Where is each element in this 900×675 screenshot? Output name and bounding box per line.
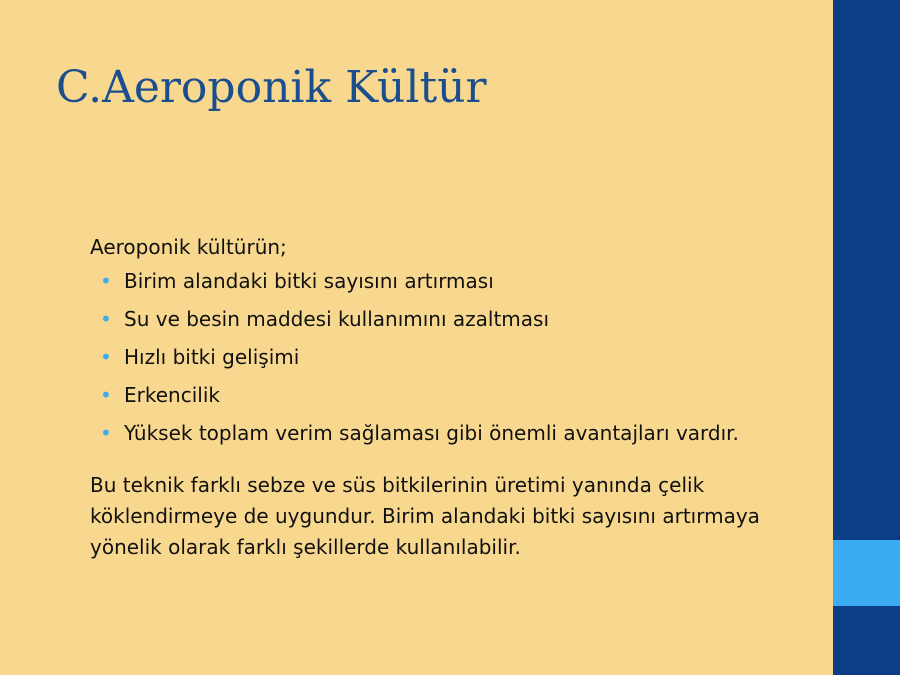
list-item xyxy=(90,262,810,300)
bullet-icon: • xyxy=(100,307,112,331)
side-accent-decoration xyxy=(833,540,900,606)
body-paragraph: Bu teknik farklı sebze ve süs bitkilerinin üretimi yanında çelik köklendirmeye de uygundur. Birim alandaki bitki sayısını artırmaya yönelik olarak farklı şekillerde kullanılabilir. xyxy=(90,473,760,559)
bullet-icon: • xyxy=(100,383,112,407)
bullet-icon: • xyxy=(100,269,112,293)
slide-content xyxy=(90,232,810,563)
list-item-text: Hızlı bitki gelişimi xyxy=(124,345,300,369)
list-item xyxy=(90,414,810,452)
slide-title: C.Aeroponik Kültür xyxy=(56,62,487,113)
bullet-list xyxy=(90,262,810,452)
list-item-text: Erkencilik xyxy=(124,383,220,407)
bullet-icon: • xyxy=(100,345,112,369)
list-item-text: Birim alandaki bitki sayısını artırması xyxy=(124,269,494,293)
list-item xyxy=(90,300,810,338)
bullet-icon: • xyxy=(100,421,112,445)
list-item-text: Yüksek toplam verim sağlaması gibi önemli avantajları vardır. xyxy=(124,421,739,445)
intro-text: Aeroponik kültürün; xyxy=(90,235,287,259)
list-item xyxy=(90,376,810,414)
list-item xyxy=(90,338,810,376)
list-item-text: Su ve besin maddesi kullanımını azaltması xyxy=(124,307,549,331)
